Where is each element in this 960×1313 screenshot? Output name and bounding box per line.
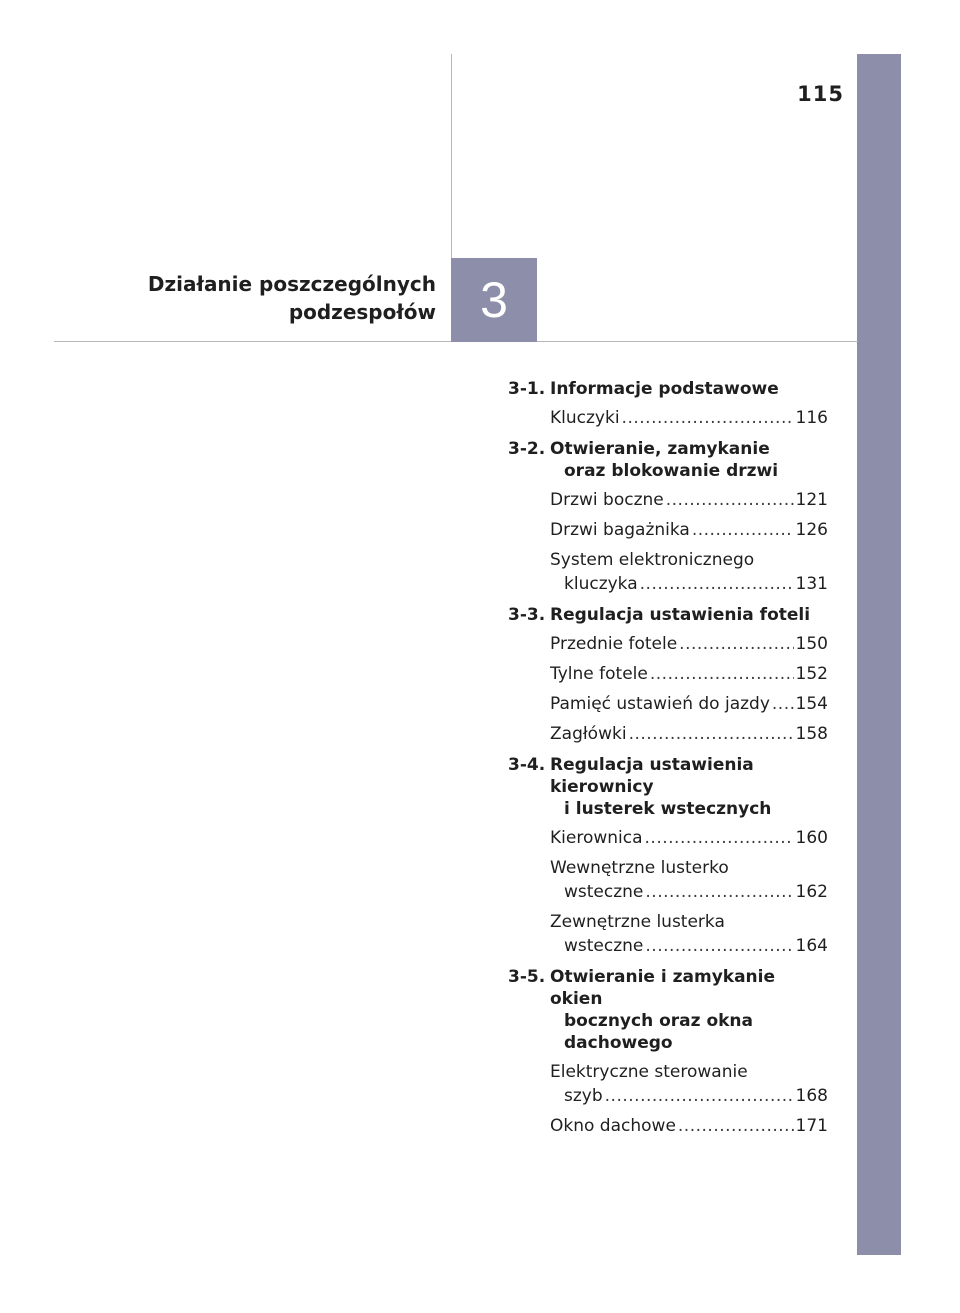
section-title: Otwieranie i zamykanie okien [550, 967, 776, 1009]
chapter-side-tab [857, 54, 901, 1255]
dot-leader [666, 488, 794, 512]
toc-entry[interactable] [508, 662, 828, 686]
section-number: 3-3. [508, 605, 546, 625]
dot-leader [692, 518, 794, 542]
chapter-title-line2: podzespołów [288, 300, 436, 324]
toc-entry[interactable] [508, 692, 828, 716]
entry-page: 164 [795, 936, 828, 956]
toc-entry[interactable] [508, 632, 828, 656]
toc-entry[interactable] [508, 1114, 828, 1138]
entry-label-line1: Elektryczne sterowanie [550, 1062, 748, 1082]
dot-leader [650, 662, 794, 686]
entry-label: kluczyka [564, 574, 638, 594]
dot-leader [645, 934, 793, 958]
section-title: Regulacja ustawienia kierownicy [550, 755, 754, 797]
toc-entry[interactable] [508, 1060, 828, 1108]
entry-page: 162 [795, 882, 828, 902]
chapter-title [100, 270, 436, 326]
entry-label: wsteczne [564, 936, 644, 956]
entry-label-line1: Zewnętrzne lusterka [550, 912, 725, 932]
entry-page: 154 [795, 694, 828, 714]
section-title: Regulacja ustawienia foteli [550, 605, 811, 625]
entry-page: 168 [795, 1086, 828, 1106]
entry-label-line1: System elektronicznego [550, 550, 755, 570]
section-number: 3-5. [508, 967, 546, 987]
toc-section[interactable] [508, 378, 828, 400]
chapter-number: 3 [480, 272, 508, 328]
toc-entry[interactable] [508, 826, 828, 850]
section-title-cont: dachowego [564, 1033, 673, 1053]
entry-page: 160 [795, 828, 828, 848]
dot-leader [640, 572, 794, 596]
toc-section[interactable] [508, 438, 828, 482]
toc-entry[interactable] [508, 722, 828, 746]
entry-label: Pamięć ustawień do jazdy [550, 694, 770, 714]
section-number: 3-2. [508, 439, 546, 459]
dot-leader [772, 692, 794, 716]
entry-label: Przednie fotele [550, 634, 678, 654]
toc-entry[interactable] [508, 488, 828, 512]
entry-page: 131 [795, 574, 828, 594]
section-title: Otwieranie, zamykanie [550, 439, 770, 459]
entry-page: 152 [795, 664, 828, 684]
section-title-cont: i lusterek wstecznych [564, 799, 772, 819]
dot-leader [679, 632, 793, 656]
dot-leader [678, 1114, 794, 1138]
vertical-divider [451, 54, 452, 258]
entry-label: wsteczne [564, 882, 644, 902]
toc-section[interactable] [508, 604, 828, 626]
toc-entry[interactable] [508, 910, 828, 958]
toc-entry[interactable] [508, 406, 828, 430]
dot-leader [622, 406, 794, 430]
entry-page: 150 [795, 634, 828, 654]
section-title-cont: oraz blokowanie drzwi [564, 461, 779, 481]
entry-page: 126 [795, 520, 828, 540]
chapter-title-line1: Działanie poszczególnych [147, 272, 436, 296]
dot-leader [645, 826, 794, 850]
section-title: Informacje podstawowe [550, 379, 779, 399]
entry-page: 158 [795, 724, 828, 744]
entry-label: Drzwi boczne [550, 490, 664, 510]
section-number: 3-1. [508, 379, 546, 399]
dot-leader [605, 1084, 794, 1108]
entry-label: Kierownica [550, 828, 643, 848]
table-of-contents [508, 378, 828, 1138]
entry-page: 116 [795, 408, 828, 428]
toc-section[interactable] [508, 966, 828, 1054]
entry-label: szyb [564, 1086, 603, 1106]
toc-entry[interactable] [508, 856, 828, 904]
entry-label: Drzwi bagażnika [550, 520, 690, 540]
chapter-number-box [451, 258, 537, 342]
toc-entry[interactable] [508, 548, 828, 596]
section-title-cont: bocznych oraz okna [564, 1011, 754, 1031]
toc-entry[interactable] [508, 518, 828, 542]
entry-page: 171 [795, 1116, 828, 1136]
entry-label: Zagłówki [550, 724, 627, 744]
section-number: 3-4. [508, 755, 546, 775]
toc-section[interactable] [508, 754, 828, 820]
dot-leader [629, 722, 794, 746]
entry-label: Kluczyki [550, 408, 620, 428]
entry-label-line1: Wewnętrzne lusterko [550, 858, 729, 878]
entry-label: Tylne fotele [550, 664, 648, 684]
page-number: 115 [797, 82, 844, 106]
entry-page: 121 [795, 490, 828, 510]
dot-leader [645, 880, 793, 904]
entry-label: Okno dachowe [550, 1116, 676, 1136]
